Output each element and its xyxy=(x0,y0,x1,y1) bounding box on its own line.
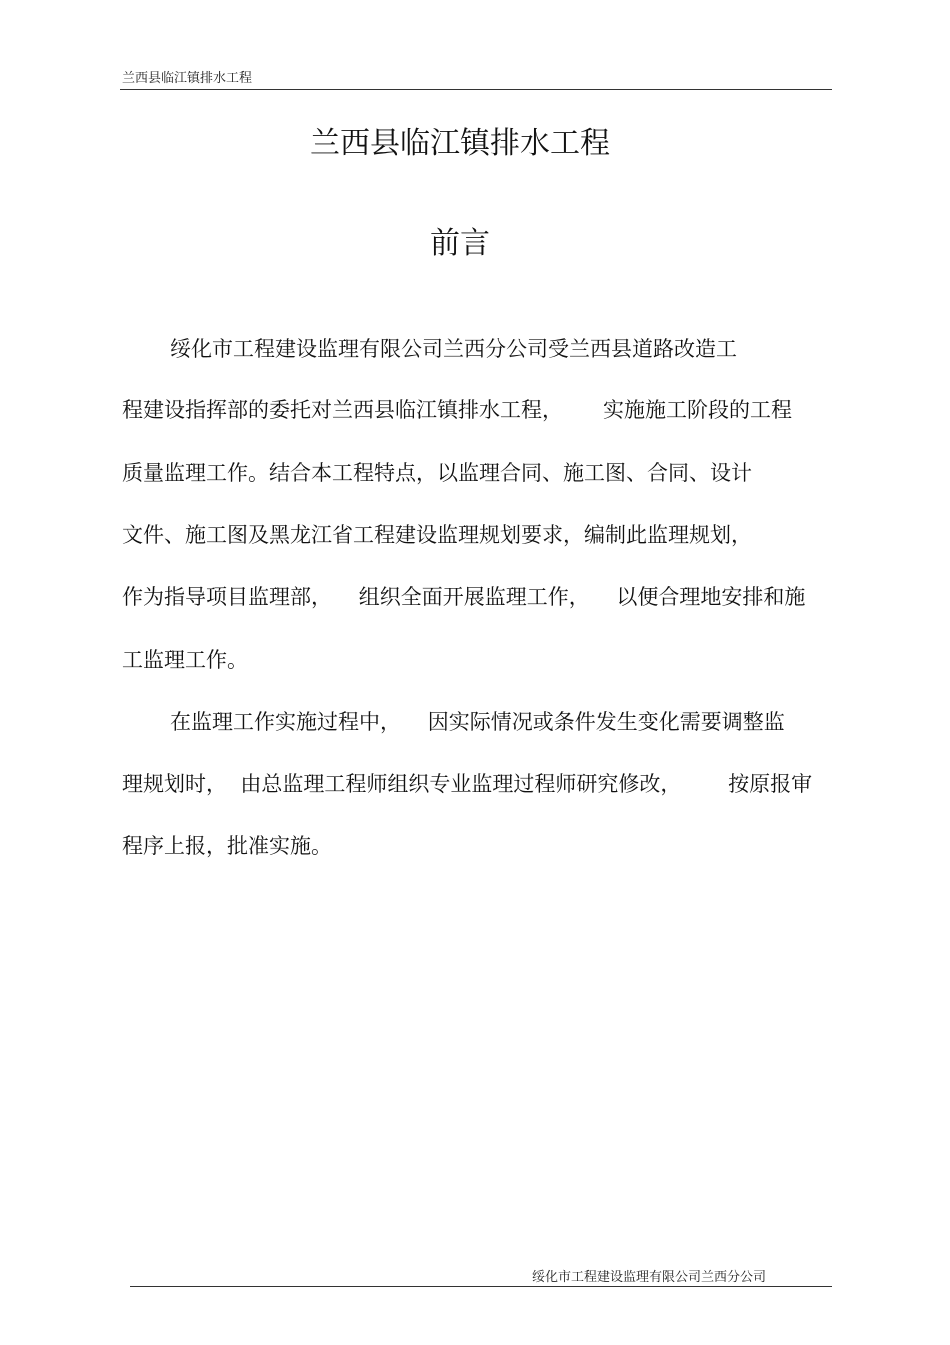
paragraph-line: 文件、施工图及黑龙江省工程建设监理规划要求，编制此监理规划， xyxy=(122,523,752,547)
paragraph-line: 理规划时， 由总监理工程师组织专业监理过程师研究修改， 按原报审 xyxy=(122,772,813,796)
paragraph-line: 质量监理工作。结合本工程特点，以监理合同、施工图、合同、设计 xyxy=(122,461,752,485)
document-title: 兰西县临江镇排水工程 xyxy=(310,126,610,161)
paragraph-line: 程建设指挥部的委托对兰西县临江镇排水工程， 实施施工阶段的工程 xyxy=(122,398,793,422)
paragraph-line: 绥化市工程建设监理有限公司兰西分公司受兰西县道路改造工 xyxy=(170,337,737,361)
paragraph-line: 作为指导项目监理部， 组织全面开展监理工作， 以便合理地安排和施 xyxy=(122,585,806,609)
paragraph-line: 工监理工作。 xyxy=(122,648,248,672)
page-footer-text: 绥化市工程建设监理有限公司兰西分公司 xyxy=(532,1270,767,1285)
header-divider xyxy=(120,89,832,90)
paragraph-line: 程序上报，批准实施。 xyxy=(122,834,332,858)
paragraph-line: 在监理工作实施过程中， 因实际情况或条件发生变化需要调整监 xyxy=(170,710,785,734)
footer-divider xyxy=(130,1286,832,1287)
section-title: 前言 xyxy=(430,226,490,261)
page-header-text: 兰西县临江镇排水工程 xyxy=(122,71,253,86)
